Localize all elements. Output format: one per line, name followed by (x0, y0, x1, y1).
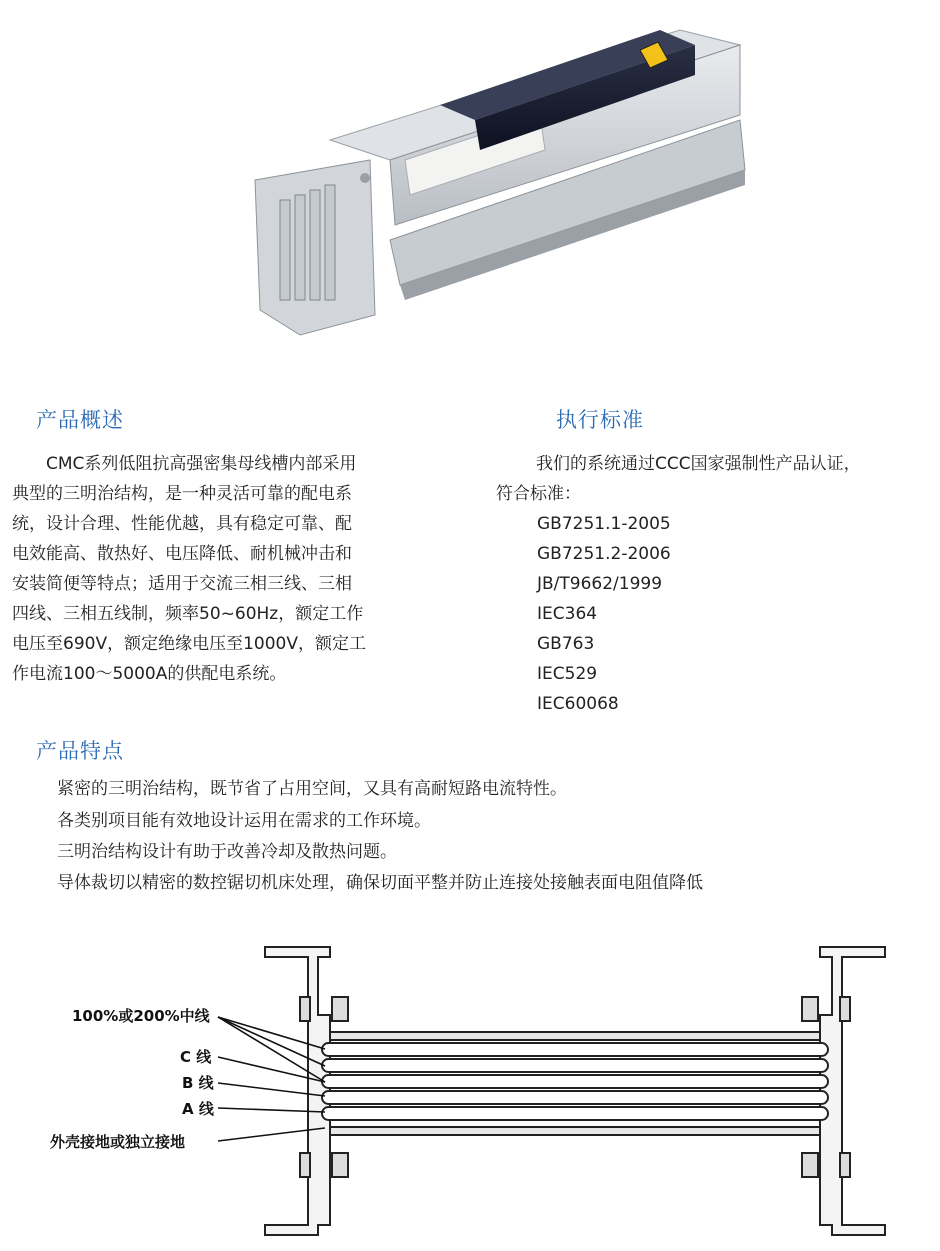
standard-item: GB763 (537, 634, 595, 654)
busway-cross-section (0, 935, 940, 1247)
label-ground: 外壳接地或独立接地 (50, 1133, 186, 1151)
feature-item: 紧密的三明治结构，既节省了占用空间，又具有高耐短路电流特性。 (57, 779, 567, 799)
standards-heading: 执行标准 (556, 408, 644, 432)
overview-line: 安装简便等特点；适用于交流三相三线、三相 (12, 574, 352, 594)
overview-line: 电效能高、散热好、电压降低、耐机械冲击和 (12, 544, 352, 564)
standards-intro: 我们的系统通过CCC国家强制性产品认证， (536, 454, 861, 474)
standard-item: JB/T9662/1999 (537, 574, 663, 594)
label-b-line: B 线 (182, 1074, 214, 1092)
overview-line: 电压至690V，额定绝缘电压至1000V，额定工 (12, 634, 366, 654)
standard-item: GB7251.2-2006 (537, 544, 671, 564)
feature-item: 导体裁切以精密的数控锯切机床处理，确保切面平整并防止连接处接触表面电阻值降低 (57, 873, 703, 893)
standard-item: IEC364 (537, 604, 598, 624)
product-photo (240, 10, 760, 340)
overview-line: 四线、三相五线制，频率50~60Hz，额定工作 (12, 604, 364, 624)
overview-paragraph (12, 449, 462, 689)
overview-line: 统，设计合理、性能优越，具有稳定可靠、配 (12, 514, 352, 534)
overview-line: CMC系列低阻抗高强密集母线槽内部采用 (12, 454, 357, 474)
overview-line: 典型的三明治结构，是一种灵活可靠的配电系 (12, 484, 352, 504)
standard-item: IEC60068 (537, 694, 619, 714)
feature-item: 各类别项目能有效地设计运用在需求的工作环境。 (57, 811, 431, 831)
standard-item: GB7251.1-2005 (537, 514, 671, 534)
standard-item: IEC529 (537, 664, 598, 684)
label-a-line: A 线 (182, 1100, 214, 1118)
features-heading: 产品特点 (36, 739, 124, 763)
label-neutral: 100%或200%中线 (72, 1007, 210, 1025)
standards-intro-2: 符合标准： (496, 484, 581, 504)
overview-line: 作电流100～5000A的供配电系统。 (12, 664, 287, 684)
busway-product-image (240, 10, 760, 340)
feature-item: 三明治结构设计有助于改善冷却及散热问题。 (57, 842, 397, 862)
label-c-line: C 线 (180, 1048, 212, 1066)
cross-section-diagram (0, 935, 940, 1247)
overview-heading: 产品概述 (36, 408, 124, 432)
